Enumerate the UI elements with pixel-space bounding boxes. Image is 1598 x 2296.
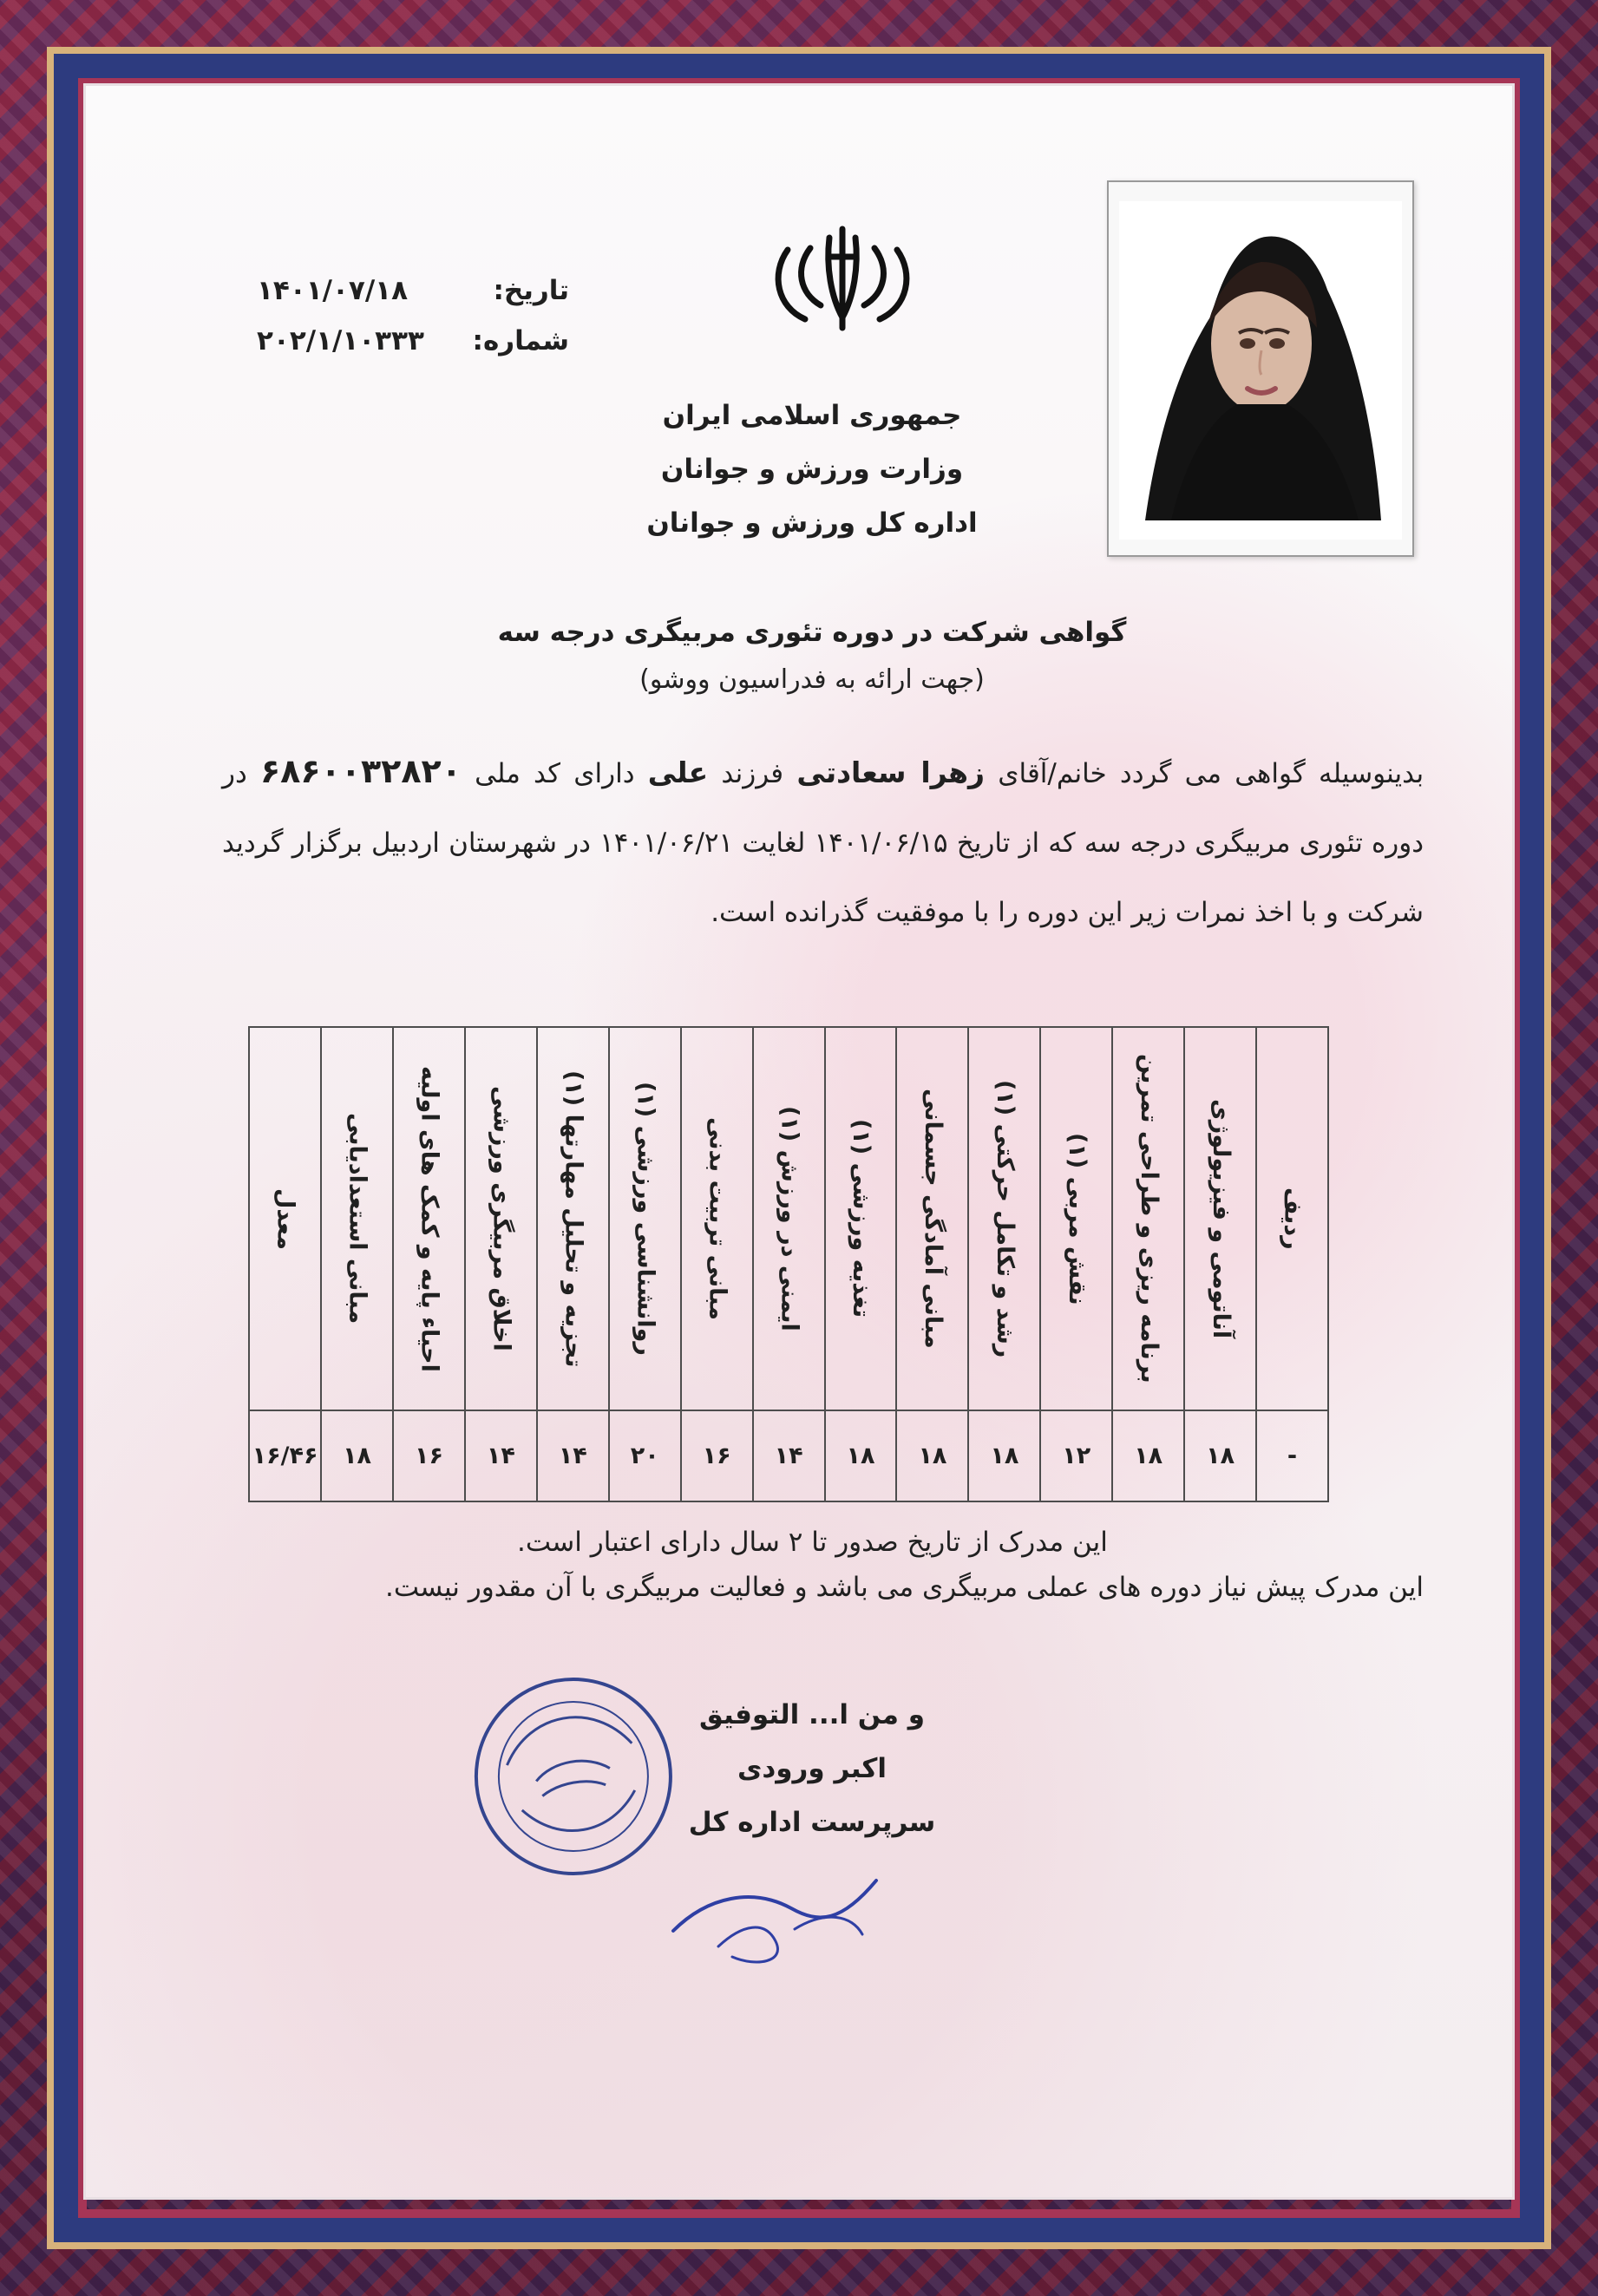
table-score-cell: - (1256, 1410, 1328, 1501)
table-score-cell: ۱۶ (681, 1410, 753, 1501)
certificate-title: گواهی شرکت در دوره تئوری مربیگری درجه سه (497, 617, 1127, 648)
body-part-2: فرزند (721, 758, 784, 789)
body-part-3: دارای کد ملی (475, 758, 635, 789)
table-score-cell: ۲۰ (609, 1410, 681, 1501)
table-header-cell: مبانی آمادگی جسمانی (896, 1027, 968, 1410)
table-header-cell: نقش مربی (۱) (1040, 1027, 1112, 1410)
header-line-1: جمهوری اسلامی ایران (662, 400, 962, 431)
number-label: شماره: (472, 325, 569, 357)
body-part-4: در دوره تئوری مربیگری درجه سه که از تاریخ (222, 758, 1424, 859)
table-header-cell: مبانی استعدادیابی (321, 1027, 393, 1410)
date-number-block (222, 265, 569, 366)
table-header-cell: احیاء پایه و کمک های اولیه (393, 1027, 465, 1410)
number-row (257, 316, 569, 366)
table-score-cell: ۱۸ (321, 1410, 393, 1501)
certificate-body (222, 736, 1424, 947)
body-part-1: بدینوسیله گواهی می گردد خانم/آقای (998, 758, 1424, 789)
end-date: ۱۴۰۱/۰۶/۲۱ (599, 827, 734, 859)
table-header-cell: معدل (249, 1027, 321, 1410)
table-score-cell: ۱۲ (1040, 1410, 1112, 1501)
table-score-cell: ۱۴ (753, 1410, 825, 1501)
portrait-image-icon (1109, 182, 1412, 555)
signature-line-1: و من ا... التوفیق (699, 1699, 925, 1730)
portrait-photo (1107, 180, 1414, 557)
table-header-cell: ردیف (1256, 1027, 1328, 1410)
certificate-subtitle: (جهت ارائه به فدراسیون ووشو) (639, 664, 985, 695)
table-score-cell: ۱۶/۴۶ (249, 1410, 321, 1501)
table-score-cell: ۱۴ (537, 1410, 609, 1501)
table-header-cell: آناتومی و فیزیولوژی (1184, 1027, 1256, 1410)
grades-table (248, 1026, 1329, 1502)
table-score-cell: ۱۶ (393, 1410, 465, 1501)
table-score-cell: ۱۸ (1112, 1410, 1184, 1501)
table-score-cell: ۱۸ (1184, 1410, 1256, 1501)
table-header-cell: رشد و تکامل حرکتی (۱) (968, 1027, 1040, 1410)
table-score-row (249, 1410, 1328, 1501)
start-date: ۱۴۰۱/۰۶/۱۵ (814, 827, 948, 859)
table-header-cell: مبانی تربیت بدنی (681, 1027, 753, 1410)
iran-emblem-icon (770, 222, 914, 335)
table-header-cell: تغذیه ورزشی (۱) (825, 1027, 897, 1410)
date-label: تاریخ: (493, 275, 569, 306)
signature-block (656, 1688, 968, 1849)
recipient-name: زهرا سعادتی (796, 756, 986, 789)
table-header-cell: اخلاق مربیگری ورزشی (465, 1027, 537, 1410)
table-header-cell: روانشناسی ورزشی (۱) (609, 1027, 681, 1410)
validity-note: این مدرک از تاریخ صدور تا ۲ سال دارای اعتبار است. (517, 1527, 1108, 1558)
signature-line-2: اکبر ورودی (737, 1753, 887, 1784)
national-id: ۶۸۶۰۰۳۲۸۲۰ (259, 752, 462, 790)
handwritten-signature-icon (656, 1827, 907, 1974)
prerequisite-note: این مدرک پیش نیاز دوره های عملی مربیگری می باشد و فعالیت مربیگری با آن مقدور نیست. (385, 1572, 1424, 1603)
certificate-paper (83, 83, 1515, 2200)
father-name: علی (647, 756, 709, 789)
table-header-cell: تجزیه و تحلیل مهارتها (۱) (537, 1027, 609, 1410)
header-line-3: اداره کل ورزش و جوانان (646, 507, 978, 539)
table-score-cell: ۱۸ (825, 1410, 897, 1501)
table-score-cell: ۱۴ (465, 1410, 537, 1501)
table-header-cell: برنامه ریزی و طراحی تمرین (1112, 1027, 1184, 1410)
signature-line-3: سرپرست اداره کل (688, 1807, 936, 1838)
body-part-6: در شهرستان اردبیل برگزار گردید شرکت و با اخذ نمرات زیر این دوره را با موفقیت گذرانده است. (222, 827, 1424, 928)
header-text (595, 389, 1029, 550)
header-line-2: وزارت ورزش و جوانان (660, 454, 964, 485)
table-score-cell: ۱۸ (968, 1410, 1040, 1501)
table-header-cell: ایمنی در ورزش (۱) (753, 1027, 825, 1410)
table-header-row (249, 1027, 1328, 1410)
date-value: ۱۴۰۱/۰۷/۱۸ (257, 275, 409, 306)
table-score-cell: ۱۸ (896, 1410, 968, 1501)
body-part-5: لغایت (742, 827, 806, 859)
number-value: ۲۰۲/۱/۱۰۳۳۳ (257, 325, 424, 357)
date-row (257, 265, 569, 316)
